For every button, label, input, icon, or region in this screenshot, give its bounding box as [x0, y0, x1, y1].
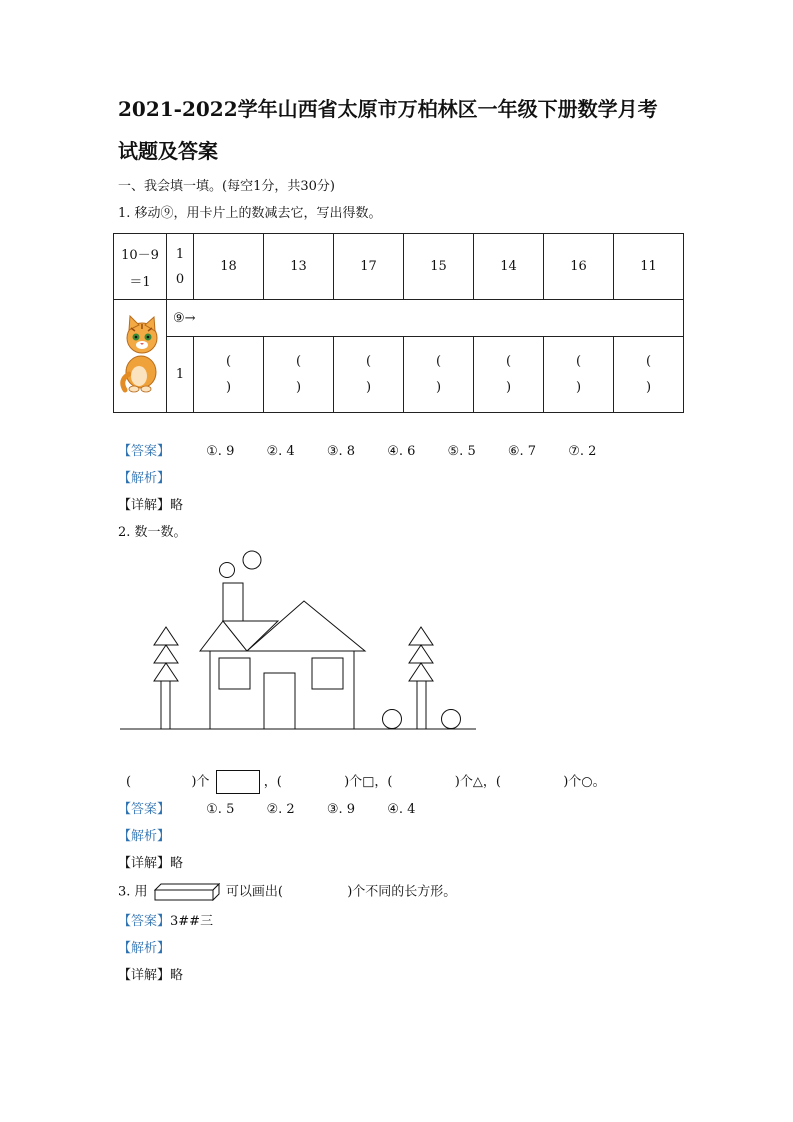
- tree-triangle: [154, 663, 178, 681]
- example-cell: [114, 234, 167, 300]
- answer-item: ④. 4: [387, 802, 416, 817]
- number-card: 13: [264, 234, 334, 300]
- paren-close: ): [295, 379, 302, 395]
- q2-analysis-tag: 【解析】: [118, 829, 171, 844]
- paren-close: ): [225, 379, 232, 395]
- ten-digit-1: 1: [175, 246, 185, 262]
- answer-item: ④. 6: [387, 444, 416, 459]
- answer-tag: 【答案】: [118, 444, 171, 459]
- paren-close: ): [575, 379, 582, 395]
- answer-item: ⑤. 5: [447, 444, 476, 459]
- answer-blank-7[interactable]: [614, 337, 684, 413]
- answer-item: 3##三: [170, 914, 214, 929]
- answer-item: ⑦. 2: [568, 444, 597, 459]
- answer-blank-3[interactable]: [334, 337, 404, 413]
- answer-blank-4[interactable]: [404, 337, 474, 413]
- ground-circle: [383, 710, 402, 729]
- q3-answer-line: [118, 913, 213, 931]
- number-card: 18: [194, 234, 264, 300]
- q1-table: [113, 233, 684, 413]
- q1-answer-line: [118, 443, 596, 461]
- q3-prompt-a: 3. 用: [118, 884, 148, 900]
- tree-triangle: [409, 645, 433, 663]
- q3-prompt-line: [118, 883, 456, 902]
- move-row: ⑨→: [167, 300, 684, 337]
- q2-prompt: 2. 数一数。: [118, 525, 187, 540]
- answer-blank-6[interactable]: [544, 337, 614, 413]
- page-title-line2: 试题及答案: [118, 139, 218, 163]
- number-card: 17: [334, 234, 404, 300]
- house-body: [210, 651, 354, 729]
- answer-item: ①. 9: [206, 444, 235, 459]
- section-heading: 一、我会填一填。(每空1分，共30分): [118, 179, 335, 194]
- paren-close: ): [435, 379, 442, 395]
- q2-detail: 【详解】略: [118, 856, 184, 871]
- q3-detail: 【详解】略: [118, 968, 184, 983]
- number-card: 14: [474, 234, 544, 300]
- q2-fill-line: [126, 770, 606, 794]
- tree-triangle: [409, 627, 433, 645]
- paren-open: (: [365, 353, 372, 369]
- tree-triangle: [154, 627, 178, 645]
- fill-text: )个□，(: [344, 774, 393, 790]
- q3-prompt-b: 可以画出(: [225, 884, 283, 900]
- q1-prompt: 1. 移动⑨，用卡片上的数减去它，写出得数。: [118, 206, 382, 221]
- answer-tag: 【答案】: [118, 914, 171, 929]
- paren-open: (: [126, 774, 132, 790]
- example-bottom: ＝1: [129, 274, 151, 290]
- number-card: 15: [404, 234, 474, 300]
- smoke-circle: [243, 551, 261, 569]
- ground-circle: [442, 710, 461, 729]
- q1-detail: 【详解】略: [118, 498, 184, 513]
- smoke-circle: [220, 563, 235, 578]
- paren-open: (: [505, 353, 512, 369]
- fill-text: )个○。: [563, 774, 606, 790]
- tree-triangle: [154, 645, 178, 663]
- rectangle-shape-icon: [216, 770, 260, 794]
- paren-open: (: [645, 353, 652, 369]
- chimney-rectangle: [223, 583, 243, 621]
- answer-blank-1[interactable]: [194, 337, 264, 413]
- page-title-line1: 2021-2022学年山西省太原市万柏林区一年级下册数学月考: [118, 97, 658, 121]
- answer-item: ②. 4: [266, 444, 295, 459]
- house-figure: [118, 545, 480, 735]
- answer-item: ①. 5: [206, 802, 235, 817]
- q2-answer-line: [118, 801, 415, 819]
- one-cell: 1: [167, 337, 194, 413]
- ten-cell: [167, 234, 194, 300]
- q3-prompt-c: )个不同的长方形。: [347, 884, 457, 900]
- answer-item: ⑥. 7: [507, 444, 537, 459]
- answer-blank-5[interactable]: [474, 337, 544, 413]
- q1-analysis-tag: 【解析】: [118, 471, 171, 486]
- paren-open: (: [435, 353, 442, 369]
- paren-open: (: [225, 353, 232, 369]
- number-card: 16: [544, 234, 614, 300]
- fill-text: ，(: [263, 774, 282, 790]
- cat-illustration: [115, 314, 165, 394]
- ten-digit-0: 0: [175, 271, 185, 287]
- fill-text: )个: [191, 774, 210, 790]
- tree-triangle: [409, 663, 433, 681]
- number-card: 11: [614, 234, 684, 300]
- paren-open: (: [295, 353, 302, 369]
- q3-analysis-tag: 【解析】: [118, 941, 171, 956]
- paren-open: (: [575, 353, 582, 369]
- example-top: 10－9: [121, 247, 159, 263]
- cat-cell: [114, 300, 167, 413]
- answer-item: ③. 8: [326, 444, 356, 459]
- answer-item: ③. 9: [326, 802, 356, 817]
- paren-close: ): [645, 379, 652, 395]
- answer-blank-2[interactable]: [264, 337, 334, 413]
- paren-close: ): [505, 379, 512, 395]
- fill-text: )个△，(: [454, 774, 501, 790]
- paren-close: ): [365, 379, 372, 395]
- answer-tag: 【答案】: [118, 802, 171, 817]
- cuboid-icon: [154, 883, 220, 901]
- answer-item: ②. 2: [266, 802, 295, 817]
